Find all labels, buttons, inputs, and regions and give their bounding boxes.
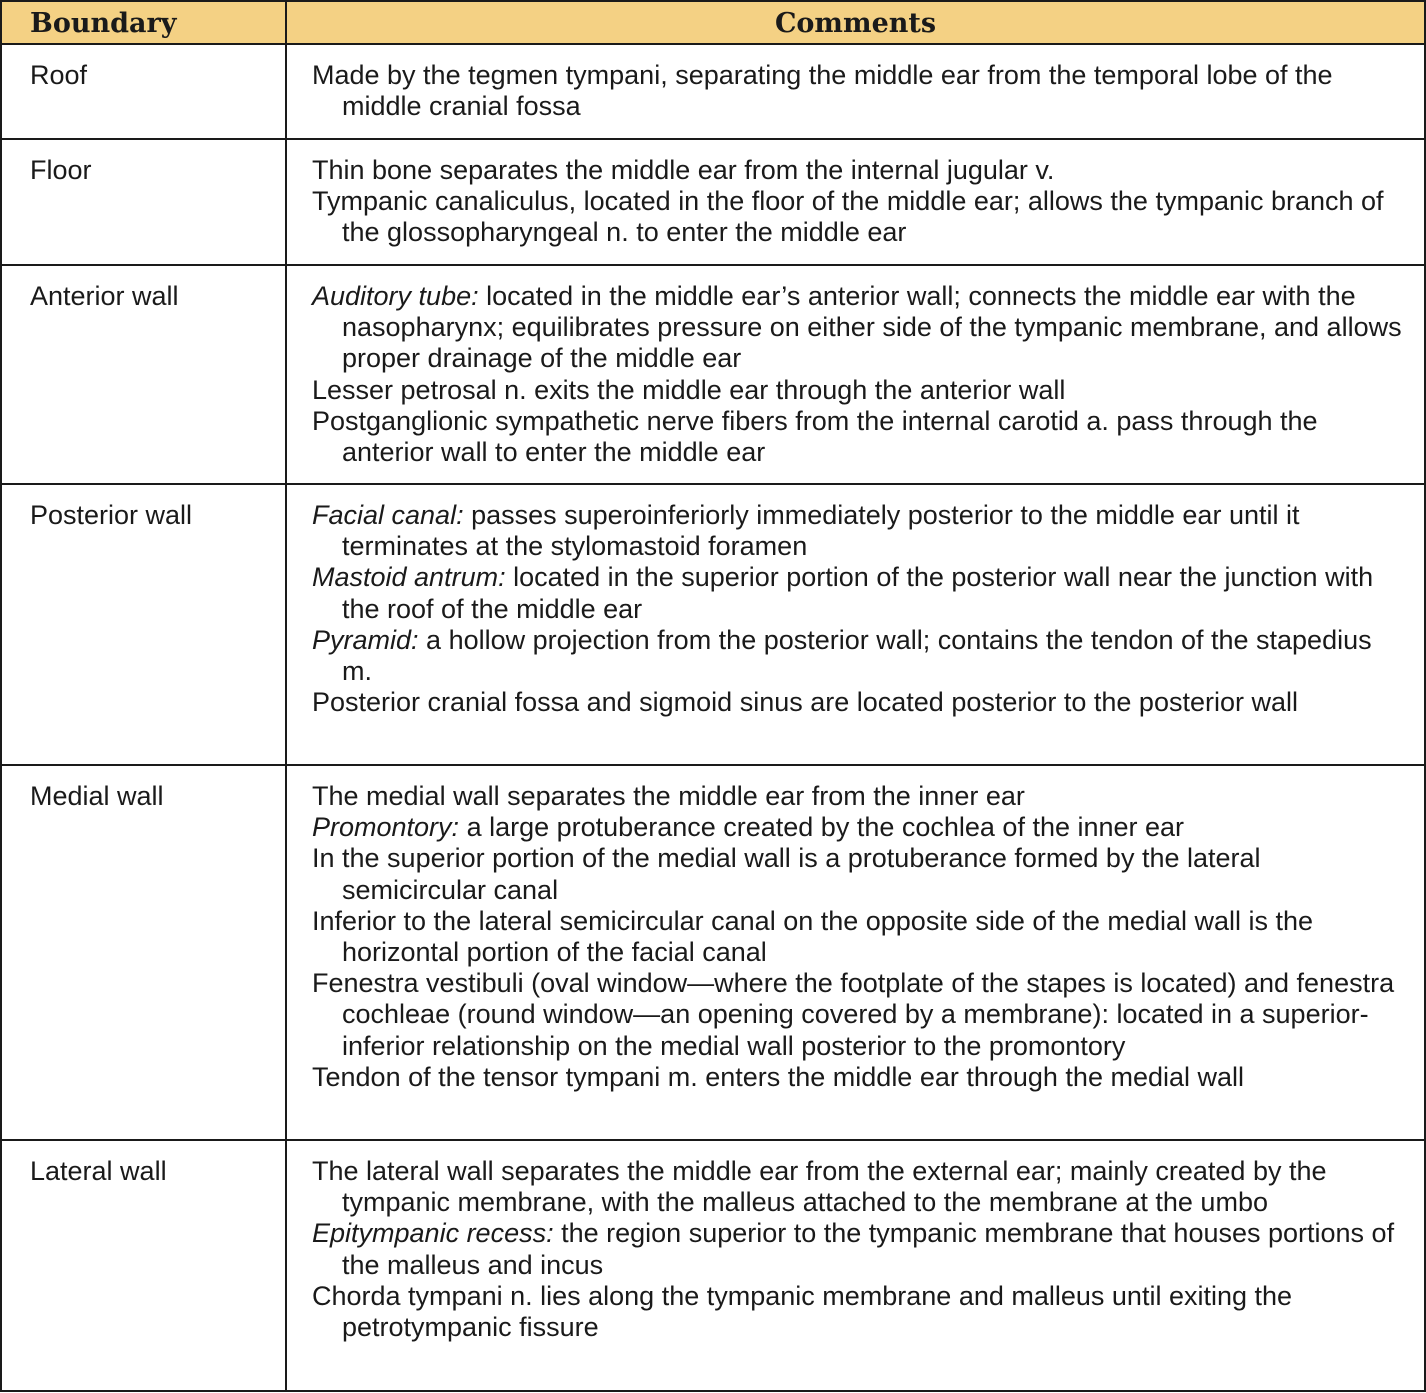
boundary-cell: Lateral wall	[2, 1141, 287, 1390]
comment-entry	[312, 1281, 1404, 1343]
comment-entry	[312, 375, 1404, 406]
comments-cell	[287, 1141, 1424, 1390]
header-comments: Comments	[774, 8, 937, 39]
table-row	[2, 1139, 1424, 1390]
table-row	[2, 45, 1424, 138]
comment-text: In the superior portion of the medial wall is a protuberance formed by the lateral semicircular canal	[312, 843, 1261, 905]
table-row	[2, 483, 1424, 764]
comments-cell	[287, 266, 1424, 483]
comment-term: Pyramid:	[312, 624, 419, 655]
comment-text: Made by the tegmen tympani, separating the middle ear from the temporal lobe of the middle cranial fossa	[312, 60, 1333, 122]
comment-text: a hollow projection from the posterior wall; contains the tendon of the stapedius m.	[342, 624, 1372, 687]
comment-entry	[312, 781, 1404, 812]
comment-entry	[312, 500, 1404, 562]
comment-text: Thin bone separates the middle ear from the internal jugular v.	[312, 155, 1055, 185]
table-row	[2, 764, 1424, 1139]
table-body	[2, 45, 1424, 1390]
boundary-cell: Floor	[2, 140, 287, 264]
comment-text: The medial wall separates the middle ear from the inner ear	[312, 781, 1025, 811]
boundary-cell: Anterior wall	[2, 266, 287, 483]
comment-text: the region superior to the tympanic membrane that houses portions of the malleus and incus	[342, 1218, 1395, 1280]
comment-entry	[312, 1218, 1404, 1280]
comment-text: Postganglionic sympathetic nerve fibers from the internal carotid a. pass through the anterior wall to enter the middle ear	[312, 405, 1318, 468]
comment-text: Tympanic canaliculus, located in the floor of the middle ear; allows the tympanic branch of the glossopharyngeal n. to enter the middle ear	[312, 186, 1384, 248]
boundary-cell: Roof	[2, 45, 287, 138]
comment-term: Auditory tube:	[312, 281, 479, 311]
comment-text: Posterior cranial fossa and sigmoid sinus are located posterior to the posterior wall	[312, 687, 1298, 718]
comment-entry	[312, 687, 1404, 718]
header-boundary: Boundary	[2, 2, 287, 43]
comment-entry	[312, 812, 1404, 843]
table-row	[2, 264, 1424, 483]
boundary-cell: Posterior wall	[2, 485, 287, 764]
boundary-cell: Medial wall	[2, 766, 287, 1139]
table-header-row	[2, 2, 1424, 45]
comment-text: Lesser petrosal n. exits the middle ear through the anterior wall	[312, 374, 1066, 405]
comment-text: Inferior to the lateral semicircular canal on the opposite side of the medial wall is the horizontal portion of the facial canal	[312, 905, 1314, 968]
comment-entry	[312, 155, 1404, 186]
comment-text: Tendon of the tensor tympani m. enters the middle ear through the medial wall	[312, 1061, 1245, 1092]
comment-text: located in the middle ear’s anterior wall; connects the middle ear with the nasopharynx; equilibrates pressure on either side of the tympanic membrane, and allows proper drainage of the middle ear	[342, 281, 1402, 374]
comment-term: Facial canal:	[312, 500, 464, 530]
comment-entry	[312, 968, 1404, 1062]
comments-cell	[287, 140, 1424, 264]
comment-text: a large protuberance created by the cochlea of the inner ear	[466, 812, 1185, 843]
comment-entry	[312, 281, 1404, 375]
comment-term: Mastoid antrum:	[312, 562, 506, 593]
comment-text: The lateral wall separates the middle ear from the external ear; mainly created by the tympanic membrane, with the malleus attached to the membrane at the umbo	[312, 1156, 1327, 1218]
comment-text: passes superoinferiorly immediately posterior to the middle ear until it terminates at the stylomastoid foramen	[342, 500, 1300, 562]
table-row	[2, 138, 1424, 264]
comment-term: Promontory:	[312, 812, 460, 843]
comment-entry	[312, 406, 1404, 468]
comment-entry	[312, 60, 1404, 122]
comment-entry	[312, 186, 1404, 248]
comment-text: Fenestra vestibuli (oval window—where the footplate of the stapes is located) and fenestra cochleae (round window—an opening covered by a membrane): located in a superior-inferior relationship on the medial wall posterior to the promontory	[312, 968, 1395, 1061]
comment-entry	[312, 906, 1404, 968]
comment-entry	[312, 843, 1404, 905]
comments-cell	[287, 45, 1424, 138]
comments-cell	[287, 766, 1424, 1139]
comment-term: Epitympanic recess:	[312, 1218, 554, 1249]
comment-text: located in the superior portion of the posterior wall near the junction with the roof of the middle ear	[342, 562, 1374, 624]
comment-text: Chorda tympani n. lies along the tympanic membrane and malleus until exiting the petrotympanic fissure	[312, 1280, 1293, 1343]
comments-cell	[287, 485, 1424, 764]
comment-entry	[312, 562, 1404, 624]
comment-entry	[312, 625, 1404, 687]
comment-entry	[312, 1062, 1404, 1093]
comment-entry	[312, 1156, 1404, 1218]
